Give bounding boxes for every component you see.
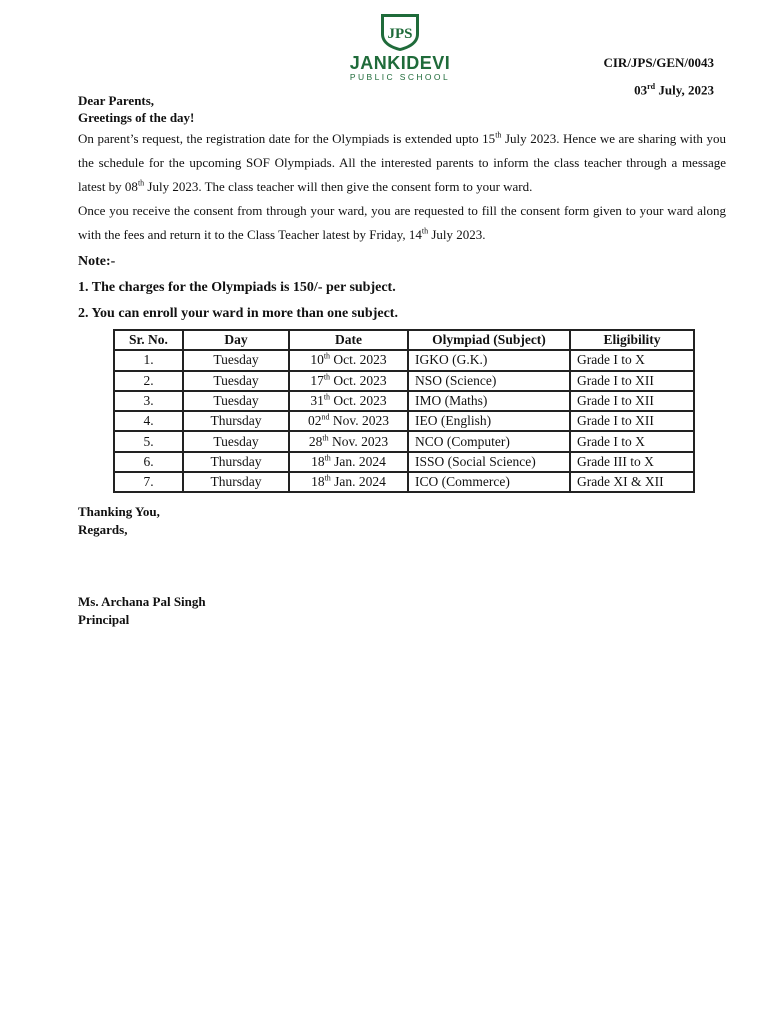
cell-day: Thursday [183, 452, 289, 472]
column-header-olympiad: Olympiad (Subject) [408, 330, 570, 350]
cell-sr-no: 7. [114, 472, 183, 492]
cell-day: Tuesday [183, 431, 289, 451]
cell-date: 18th Jan. 2024 [289, 452, 408, 472]
signatory-name: Ms. Archana Pal Singh [78, 594, 206, 610]
cell-date: 10th Oct. 2023 [289, 350, 408, 370]
school-crest-icon [377, 12, 423, 52]
cell-day: Tuesday [183, 391, 289, 411]
cell-eligibility: Grade I to XII [570, 371, 694, 391]
letter-body [78, 92, 726, 629]
cell-day: Thursday [183, 411, 289, 431]
closing [78, 503, 726, 539]
school-subtitle: PUBLIC SCHOOL [349, 72, 451, 82]
column-header-eligibility: Eligibility [570, 330, 694, 350]
circular-code: CIR/JPS/GEN/0043 [603, 55, 714, 70]
cell-day: Thursday [183, 472, 289, 492]
olympiad-schedule-table [113, 329, 695, 493]
note-enroll: 2. You can enroll your ward in more than one subject. [78, 306, 398, 321]
signature-block [78, 593, 726, 629]
closing-thanks: Thanking You, [78, 504, 160, 520]
cell-olympiad: NSO (Science) [408, 371, 570, 391]
paragraph-consent: Once you receive the consent from through your ward, you are requested to fill the consent form given to your ward along with the fees and return it to the Class Teacher latest by Friday, 14th July 2023. [78, 203, 726, 242]
closing-regards: Regards, [78, 522, 128, 538]
cell-olympiad: ISSO (Social Science) [408, 452, 570, 472]
greeting: Greetings of the day! [78, 110, 195, 125]
cell-day: Tuesday [183, 371, 289, 391]
cell-sr-no: 1. [114, 350, 183, 370]
school-name: JANKIDEVI [349, 53, 451, 73]
cell-eligibility: Grade III to X [570, 452, 694, 472]
cell-eligibility: Grade XI & XII [570, 472, 694, 492]
column-header-day: Day [183, 330, 289, 350]
note-heading: Note:- [78, 254, 116, 269]
paragraph-registration: On parent’s request, the registration date for the Olympiads is extended upto 15th July 2023. Hence we are sharing with you the schedule for the upcoming SOF Olympiads. All the interested parents to inform the class teacher through a message latest by 08th July 2023. The class teacher will then give the consent form to your ward. [78, 130, 726, 194]
cell-sr-no: 4. [114, 411, 183, 431]
cell-date: 31th Oct. 2023 [289, 391, 408, 411]
cell-olympiad: NCO (Computer) [408, 431, 570, 451]
cell-sr-no: 6. [114, 452, 183, 472]
table-row [114, 391, 694, 411]
cell-sr-no: 2. [114, 371, 183, 391]
cell-olympiad: IEO (English) [408, 411, 570, 431]
table-row [114, 452, 694, 472]
cell-date: 18th Jan. 2024 [289, 472, 408, 492]
cell-eligibility: Grade I to X [570, 350, 694, 370]
table-row [114, 371, 694, 391]
circular-date: 03rd July, 2023 [634, 82, 714, 98]
table-row [114, 350, 694, 370]
table-row [114, 431, 694, 451]
school-logo [340, 12, 460, 92]
cell-date: 28th Nov. 2023 [289, 431, 408, 451]
cell-sr-no: 3. [114, 391, 183, 411]
cell-date: 02nd Nov. 2023 [289, 411, 408, 431]
column-header-date: Date [289, 330, 408, 350]
table-header-row [114, 330, 694, 350]
note-charges: 1. The charges for the Olympiads is 150/- per subject. [78, 280, 396, 295]
cell-sr-no: 5. [114, 431, 183, 451]
logo-initials: JPS [387, 26, 413, 42]
cell-eligibility: Grade I to XII [570, 411, 694, 431]
table-row [114, 472, 694, 492]
cell-olympiad: IMO (Maths) [408, 391, 570, 411]
cell-eligibility: Grade I to XII [570, 391, 694, 411]
cell-olympiad: ICO (Commerce) [408, 472, 570, 492]
cell-day: Tuesday [183, 350, 289, 370]
salutation: Dear Parents, [78, 93, 155, 108]
cell-eligibility: Grade I to X [570, 431, 694, 451]
column-header-sr-no: Sr. No. [114, 330, 183, 350]
cell-date: 17th Oct. 2023 [289, 371, 408, 391]
table-row [114, 411, 694, 431]
signatory-title: Principal [78, 612, 130, 628]
cell-olympiad: IGKO (G.K.) [408, 350, 570, 370]
